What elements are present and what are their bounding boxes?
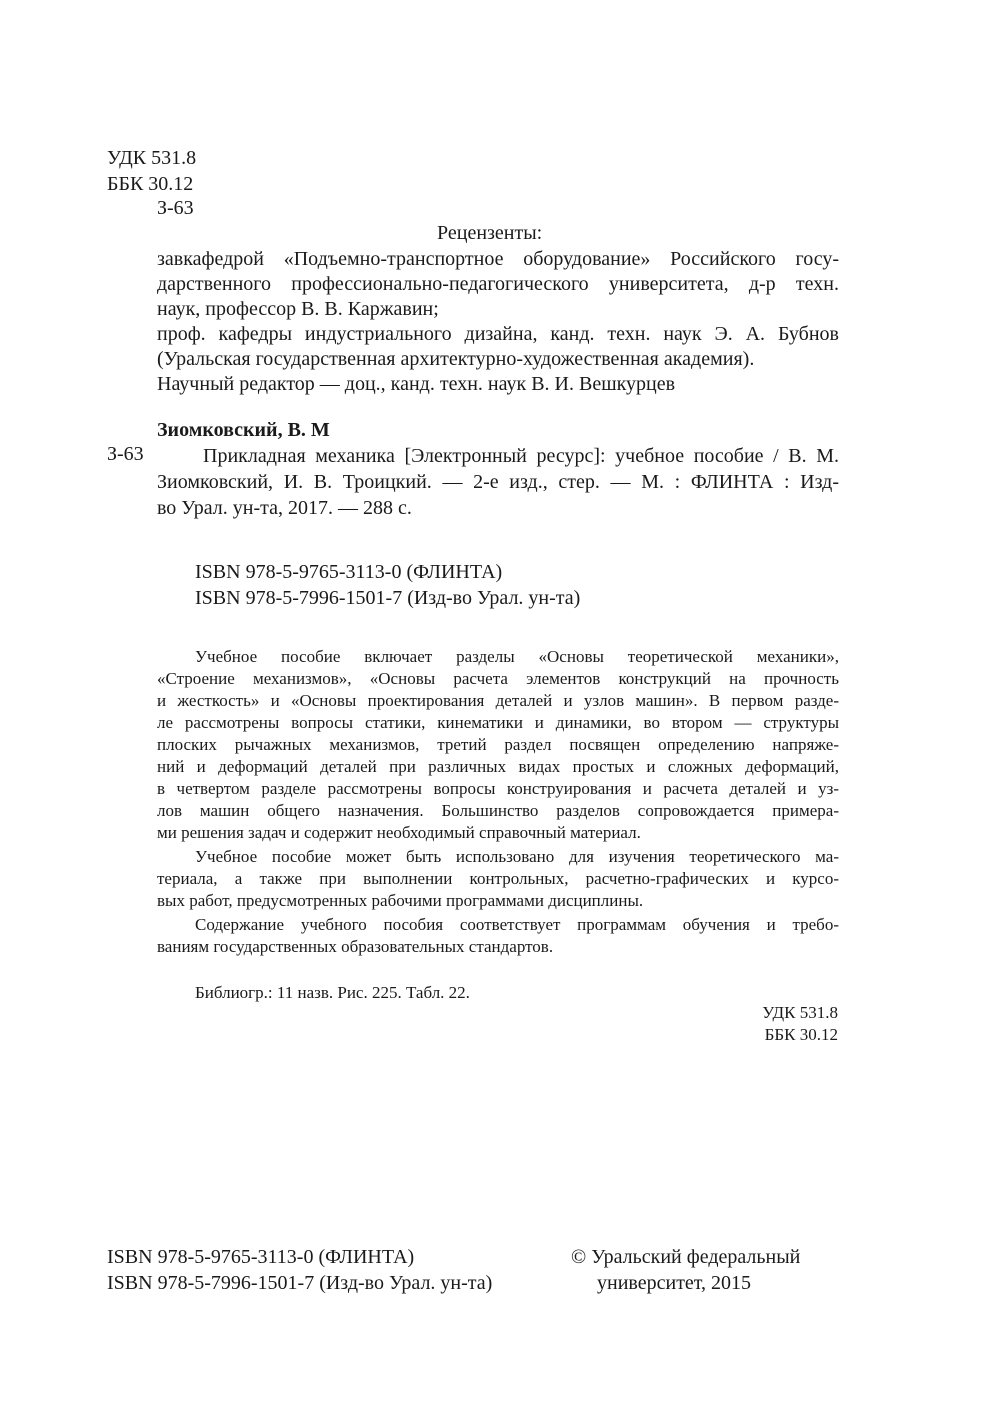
reviewer-line: наук, профессор В. В. Каржавин; (157, 298, 439, 320)
abstract-line: ми решения задач и содержит необходимый справочный материал. (157, 823, 641, 842)
record-line: Зиомковский, И. В. Троицкий. — 2-е изд., стер. — М. : ФЛИНТА : Изд- (157, 471, 839, 493)
reviewer-line: (Уральская государственная архитектурно-художественная академия). (157, 348, 755, 370)
udk-code: УДК 531.8 (107, 147, 197, 169)
abstract-line: Учебное пособие включает разделы «Основы теоретической механики», (195, 647, 839, 666)
isbn-line: ISBN 978-5-9765-3113-0 (ФЛИНТА) (195, 561, 503, 583)
abstract-line: в четвертом разделе рассмотрены вопросы конструирования и расчета деталей и уз- (157, 779, 839, 798)
abstract-line: Содержание учебного пособия соответствует программам обучения и требо- (195, 915, 839, 934)
author-mark: З-63 (157, 197, 194, 219)
copyright-line: университет, 2015 (597, 1272, 752, 1294)
abstract-line: ний и деформаций деталей при различных видах простых и сложных деформаций, (157, 757, 839, 776)
bibliography-note: Библиогр.: 11 назв. Рис. 225. Табл. 22. (195, 983, 470, 1002)
reviewer-line: дарственного профессионально-педагогического университета, д-р техн. (157, 273, 839, 295)
footer-isbn-line: ISBN 978-5-9765-3113-0 (ФЛИНТА) (107, 1246, 415, 1268)
record-line: Прикладная механика [Электронный ресурс]: учебное пособие / В. М. (203, 445, 839, 467)
abstract-line: плоских рычажных механизмов, третий раздел посвящен определению напряже- (157, 735, 839, 754)
udk-code-right: УДК 531.8 (762, 1003, 838, 1022)
isbn-line: ISBN 978-5-7996-1501-7 (Изд-во Урал. ун-та) (195, 587, 581, 609)
abstract-line: вых работ, предусмотренных рабочими программами дисциплины. (157, 891, 644, 910)
abstract-line: Учебное пособие может быть использовано для изучения теоретического ма- (195, 847, 839, 866)
abstract-line: ле рассмотрены вопросы статики, кинематики и динамики, во втором — структуры (157, 713, 839, 732)
bbk-code-right: ББК 30.12 (764, 1025, 838, 1044)
bbk-code: ББК 30.12 (107, 173, 194, 195)
abstract-line: лов машин общего назначения. Большинство разделов сопровождается примера- (157, 801, 839, 820)
reviewer-line: проф. кафедры индустриального дизайна, канд. техн. наук Э. А. Бубнов (157, 323, 839, 345)
author-heading: Зиомковский, В. М (157, 419, 330, 441)
abstract-line: териала, а также при выполнении контрольных, расчетно-графических и курсо- (157, 869, 839, 888)
reviewers-heading: Рецензенты: (437, 222, 543, 244)
record-line: во Урал. ун-та, 2017. — 288 с. (157, 497, 412, 519)
abstract-line: ваниям государственных образовательных стандартов. (157, 937, 554, 956)
record-mark: З-63 (107, 443, 144, 465)
footer-isbn-line: ISBN 978-5-7996-1501-7 (Изд-во Урал. ун-та) (107, 1272, 493, 1294)
copyright-line: © Уральский федеральный (571, 1246, 801, 1268)
abstract-line: «Строение механизмов», «Основы расчета элементов конструкций на прочность (157, 669, 839, 688)
scientific-editor: Научный редактор — доц., канд. техн. наук В. И. Вешкурцев (157, 373, 676, 395)
abstract-line: и жесткость» и «Основы проектирования деталей и узлов машин». В первом разде- (157, 691, 839, 710)
reviewer-line: завкафедрой «Подъемно-транспортное оборудование» Российского госу- (157, 248, 839, 270)
